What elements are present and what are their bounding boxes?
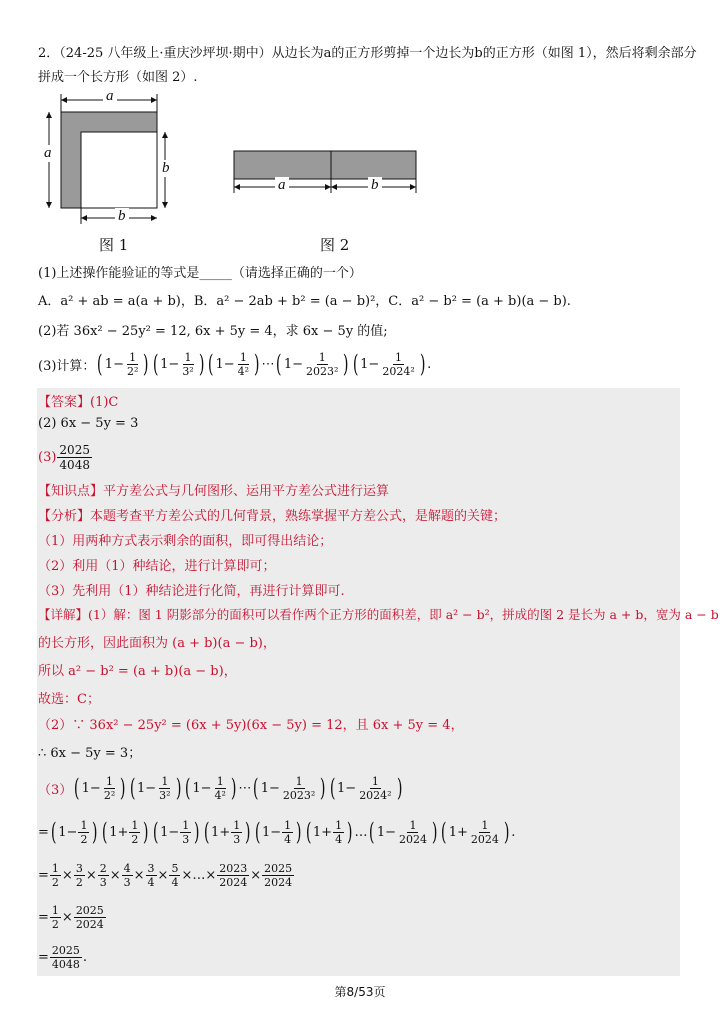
fig2-label-b: b — [368, 177, 382, 194]
detail-7-prefix: （3） — [38, 782, 73, 798]
detail-7: （3） ( 1− $\frac{1}{\text{2²}}$ ) ( 1− $\frac{1}{\text{3²}}$ ) ( 1− $\frac{1}{\text{4²}}$ ) ⋯ ( 1− $\frac{1}{\text{2023²}}$ ) ( 1− $\frac{1}{\text{2024²}}$ ) — [38, 774, 403, 802]
detail-6: ∴ 6x − 5y = 3； — [38, 746, 142, 761]
step-2: = $\frac{1}{2}$ × $\frac{3}{2}$ × $\frac{2}{3}$ × $\frac{4}{3}$ × $\frac{3}{4}$ × $\frac{5}{4}$ ×…× $\frac{2023}{2024}$ × $\frac{2025}{2024}$ — [38, 861, 293, 889]
question-line-2: 拼成一个长方形（如图 2）. — [38, 70, 198, 85]
answer-2: (2) 6x − 5y = 3 — [38, 416, 139, 431]
part-1: (1)上述操作能验证的等式是_____（请选择正确的一个） — [38, 266, 362, 281]
fig2-label-a: a — [275, 177, 289, 194]
detail-3: 所以 a² − b² = (a + b)(a − b)， — [38, 664, 237, 679]
page-footer: 第8/53页 — [334, 985, 386, 999]
answer-3 — [38, 440, 93, 474]
figure-2 — [228, 145, 428, 201]
step-1: = ( 1− $\frac{1}{2}$ ) ( 1+ $\frac{1}{2}$ ) ( 1− $\frac{1}{3}$ ) ( 1+ $\frac{1}{3}$ ) ( 1− $\frac{1}{4}$ ) ( 1+ $\frac{1}{4}$ ) … ( 1− $\frac{1}{2024}$ ) ( 1+ $\frac{1}{2024}$ ) . — [38, 818, 516, 846]
analysis-3: （3）先利用（1）种结论进行化简，再进行计算即可. — [38, 584, 345, 599]
answer-3-prefix: (3) — [38, 449, 57, 465]
detail-5: （2）∵ 36x² − 25y² = (6x + 5y)(6x − 5y) = 12，且 6x + 5y = 4， — [38, 718, 464, 733]
step-3: = $\frac{1}{2}$ × $\frac{2025}{2024}$ — [38, 903, 104, 931]
part-3-prefix: (3)计算： — [38, 358, 96, 374]
figure-2-caption: 图 2 — [320, 236, 350, 254]
detail-4: 故选：C； — [38, 692, 100, 707]
question-line-1: 2．（24-25 八年级上·重庆沙坪坝·期中）从边长为a的正方形剪掉一个边长为b的正方形（如图 1），然后将剩余部分 — [38, 46, 697, 61]
fig1-label-a-left: a — [44, 145, 52, 161]
analysis-2: （2）利用（1）种结论，进行计算即可； — [38, 559, 276, 574]
detail-1: 【详解】(1）解：图 1 阴影部分的面积可以看作两个正方形的面积差，即 a² − b²，拼成的图 2 是长为 a + b，宽为 a − b — [38, 607, 719, 622]
fig1-label-b-bottom: b — [115, 208, 129, 225]
figure-1-caption: 图 1 — [99, 236, 129, 254]
figure-1 — [40, 90, 180, 230]
part-2: (2)若 36x² − 25y² = 12, 6x + 5y = 4，求 6x − 5y 的值; — [38, 324, 388, 339]
answer-3-denominator: 4048 — [59, 457, 90, 472]
answer-label: 【答案】(1)C — [38, 395, 119, 410]
detail-2: 的长方形，因此面积为 (a + b)(a − b)， — [38, 636, 276, 651]
part-1-options: A．a² + ab = a(a + b)，B．a² − 2ab + b² = (a − b)²，C．a² − b² = (a + b)(a − b). — [38, 294, 571, 309]
analysis: 【分析】本题考查平方差公式的几何背景，熟练掌握平方差公式，是解题的关键； — [38, 509, 507, 524]
knowledge-point: 【知识点】平方差公式与几何图形、运用平方差公式进行运算 — [38, 484, 390, 499]
step-4: = $\frac{2025}{4048}$ . — [38, 943, 88, 971]
fig1-label-a-top: a — [103, 88, 117, 105]
answer-3-numerator: 2025 — [59, 442, 90, 457]
part-3: (3)计算： ( 1− $\frac{1}{\text{2²}}$ ) ( 1− $\frac{1}{\text{3²}}$ ) ( 1− $\frac{1}{\text{4²}}$ ) ⋯ ( 1− $\frac{1}{\text{2023²}}$ ) ( 1− $\frac{1}{\text{2024²}}$ ) . — [38, 350, 432, 378]
analysis-1: （1）用两种方式表示剩余的面积，即可得出结论； — [38, 534, 333, 549]
fig1-label-b-right: b — [162, 160, 170, 176]
